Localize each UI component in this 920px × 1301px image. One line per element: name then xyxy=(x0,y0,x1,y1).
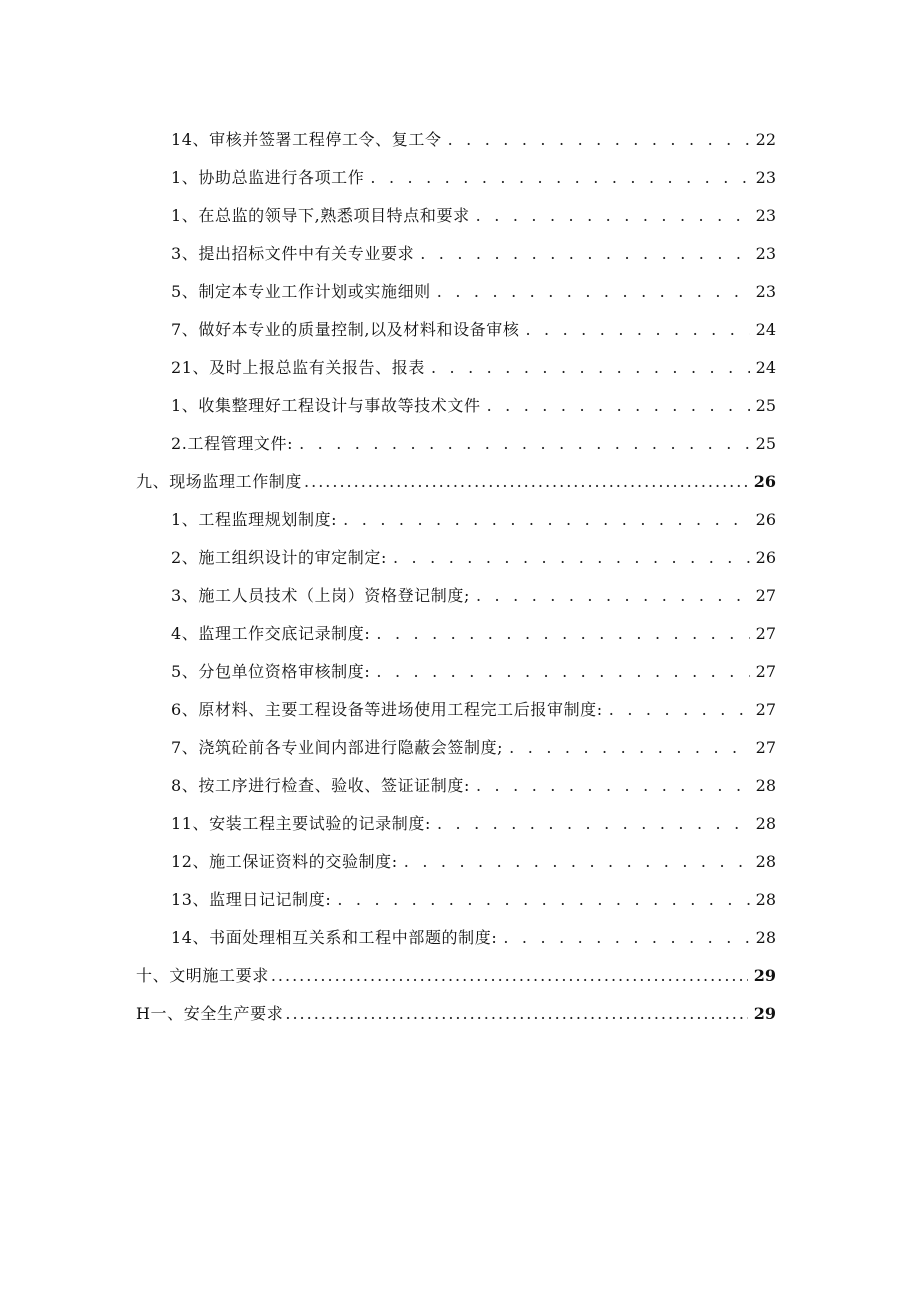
toc-section-entry[interactable] xyxy=(136,963,776,989)
dot-leader xyxy=(437,811,750,837)
dot-leader xyxy=(370,165,749,191)
toc-entry-page: 29 xyxy=(753,966,776,985)
dot-leader xyxy=(431,355,750,381)
toc-entry-label: 5、制定本专业工作计划或实施细则 xyxy=(171,282,431,301)
toc-entry[interactable] xyxy=(171,583,776,609)
dot-leader xyxy=(343,507,749,533)
toc-entry-label: 4、监理工作交底记录制度: xyxy=(171,624,371,643)
toc-entry-label: 7、浇筑砼前各专业间内部进行隐蔽会签制度; xyxy=(171,738,504,757)
toc-entry-label: 十、文明施工要求 xyxy=(136,966,269,985)
toc-entry-page: 29 xyxy=(753,1004,776,1023)
dot-leader xyxy=(609,697,750,723)
dot-leader xyxy=(304,469,748,495)
toc-entry-label: 2.工程管理文件: xyxy=(171,434,294,453)
dot-leader xyxy=(337,887,749,913)
toc-entry[interactable] xyxy=(171,697,776,723)
toc-entry[interactable] xyxy=(171,735,776,761)
toc-entry-page: 28 xyxy=(755,814,776,833)
toc-entry-label: H一、安全生产要求 xyxy=(136,1004,284,1023)
toc-entry-label: 6、原材料、主要工程设备等进场使用工程完工后报审制度: xyxy=(171,700,603,719)
toc-entry-page: 23 xyxy=(755,168,776,187)
toc-entry[interactable] xyxy=(171,317,776,343)
toc-entry-page: 27 xyxy=(755,586,776,605)
toc-entry[interactable] xyxy=(171,431,776,457)
toc-entry-label: 13、监理日记记制度: xyxy=(171,890,332,909)
toc-entry-page: 28 xyxy=(755,928,776,947)
dot-leader xyxy=(503,925,749,951)
toc-entry-page: 25 xyxy=(755,396,776,415)
toc-entry-page: 22 xyxy=(755,130,776,149)
toc-entry-label: 11、安装工程主要试验的记录制度: xyxy=(171,814,431,833)
toc-entry-label: 8、按工序进行检查、验收、签证证制度: xyxy=(171,776,470,795)
dot-leader xyxy=(476,773,750,799)
dot-leader xyxy=(285,1001,747,1027)
toc-entry-page: 27 xyxy=(755,662,776,681)
toc-entry-page: 27 xyxy=(755,700,776,719)
toc-entry-label: 九、现场监理工作制度 xyxy=(136,472,303,491)
dot-leader xyxy=(299,431,750,457)
toc-entry-page: 26 xyxy=(753,472,776,491)
toc-entry-label: 3、施工人员技术（上岗）资格登记制度; xyxy=(171,586,470,605)
toc-entry-page: 28 xyxy=(755,852,776,871)
toc-entry[interactable] xyxy=(171,127,776,153)
dot-leader xyxy=(448,127,750,153)
dot-leader xyxy=(487,393,750,419)
toc-entry-label: 14、审核并签署工程停工令、复工令 xyxy=(171,130,442,149)
toc-entry[interactable] xyxy=(171,507,776,533)
toc-entry-page: 24 xyxy=(755,358,776,377)
toc-entry-page: 27 xyxy=(755,624,776,643)
toc-entry-page: 24 xyxy=(755,320,776,339)
toc-entry[interactable] xyxy=(171,659,776,685)
toc-entry-page: 26 xyxy=(755,510,776,529)
toc-entry[interactable] xyxy=(171,811,776,837)
toc-entry-page: 27 xyxy=(755,738,776,757)
toc-entry[interactable] xyxy=(171,241,776,267)
toc-entry[interactable] xyxy=(171,165,776,191)
toc-entry[interactable] xyxy=(171,621,776,647)
toc-entry-page: 23 xyxy=(755,244,776,263)
dot-leader xyxy=(420,241,749,267)
toc-entry[interactable] xyxy=(171,887,776,913)
toc-entry-label: 1、收集整理好工程设计与事故等技术文件 xyxy=(171,396,481,415)
toc-entry[interactable] xyxy=(171,773,776,799)
toc-entry-page: 23 xyxy=(755,206,776,225)
toc-entry-label: 14、书面处理相互关系和工程中部题的制度: xyxy=(171,928,498,947)
dot-leader xyxy=(393,545,750,571)
dot-leader xyxy=(525,317,749,343)
toc-entry[interactable] xyxy=(171,849,776,875)
dot-leader xyxy=(404,849,750,875)
toc-entry-page: 28 xyxy=(755,890,776,909)
dot-leader xyxy=(271,963,748,989)
toc-section-entry[interactable] xyxy=(136,1001,776,1027)
toc-entry-label: 21、及时上报总监有关报告、报表 xyxy=(171,358,425,377)
toc-entry-label: 5、分包单位资格审核制度: xyxy=(171,662,371,681)
toc-entry[interactable] xyxy=(171,355,776,381)
toc-entry[interactable] xyxy=(171,203,776,229)
toc-entry-label: 7、做好本专业的质量控制,以及材料和设备审核 xyxy=(171,320,520,339)
toc-entry-label: 1、在总监的领导下,熟悉项目特点和要求 xyxy=(171,206,470,225)
toc-entry-label: 3、提出招标文件中有关专业要求 xyxy=(171,244,415,263)
toc-entry-page: 28 xyxy=(755,776,776,795)
toc-entry[interactable] xyxy=(171,545,776,571)
toc-entry-page: 25 xyxy=(755,434,776,453)
dot-leader xyxy=(437,279,750,305)
toc-entry-page: 26 xyxy=(755,548,776,567)
toc-entry-label: 2、施工组织设计的审定制定: xyxy=(171,548,387,567)
dot-leader xyxy=(476,583,750,609)
dot-leader xyxy=(376,659,749,685)
toc-entry-label: 12、施工保证资料的交验制度: xyxy=(171,852,398,871)
toc-entry[interactable] xyxy=(171,279,776,305)
toc-entry[interactable] xyxy=(171,925,776,951)
dot-leader xyxy=(376,621,749,647)
toc-entry-label: 1、协助总监进行各项工作 xyxy=(171,168,365,187)
toc-section-entry[interactable] xyxy=(136,469,776,495)
toc-entry[interactable] xyxy=(171,393,776,419)
toc-entry-label: 1、工程监理规划制度: xyxy=(171,510,338,529)
toc-entry-page: 23 xyxy=(755,282,776,301)
dot-leader xyxy=(509,735,749,761)
dot-leader xyxy=(476,203,750,229)
